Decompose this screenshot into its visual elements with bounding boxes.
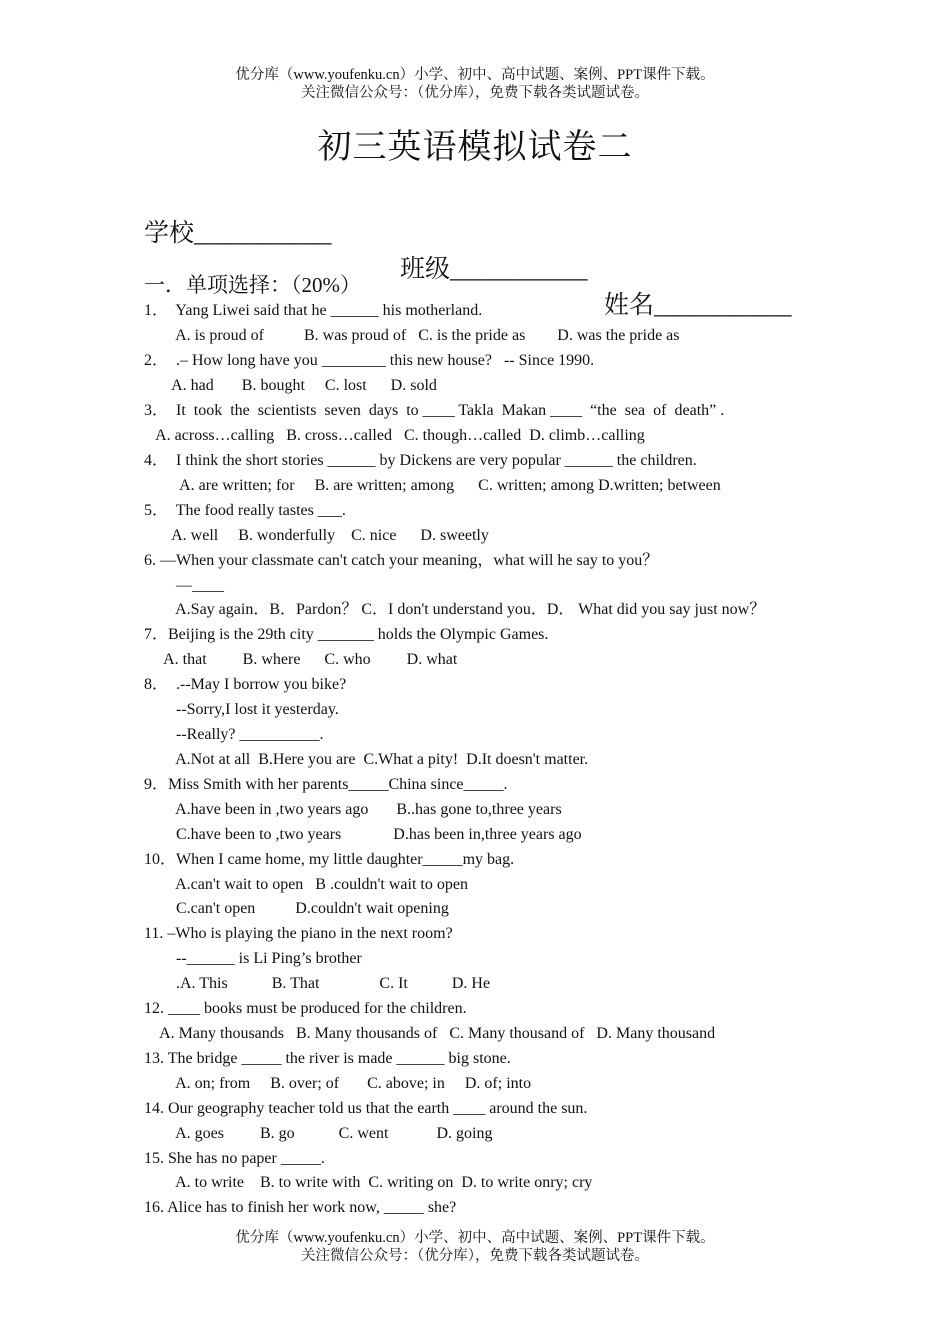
question-line: 8． .--May I borrow you bike? xyxy=(144,676,347,693)
header-line-2: 关注微信公众号：（优分库），免费下载各类试题试卷。 xyxy=(301,85,649,101)
question-line: —____ xyxy=(144,577,224,594)
question-line: 16. Alice has to finish her work now, _____ she? xyxy=(144,1199,457,1216)
question-line: --______ is Li Ping’s brother xyxy=(144,950,362,967)
question-line: A. Many thousands B. Many thousands of C. Many thousand of D. Many thousand xyxy=(144,1025,716,1042)
question-line: 7．Beijing is the 29th city _______ holds the Olympic Games. xyxy=(144,626,549,643)
question-line: 2． .– How long have you ________ this new house? -- Since 1990. xyxy=(144,352,595,369)
question-line: A. are written; for B. are written; among C. written; among D.written; between xyxy=(144,477,721,494)
question-line: A. across…calling B. cross…called C. though…called D. climb…calling xyxy=(144,427,645,444)
question-line: .A. This B. That C. It D. He xyxy=(144,975,491,992)
question-line: 11. –Who is playing the piano in the next room? xyxy=(144,925,453,942)
question-line: A. to write B. to write with C. writing on D. to write onry; cry xyxy=(144,1174,593,1191)
question-line: A. is proud of B. was proud of C. is the pride as D. was the pride as xyxy=(144,327,680,344)
name-field: 姓名___________ xyxy=(604,292,792,319)
school-field: 学校___________ xyxy=(144,220,332,247)
question-line: A. that B. where C. who D. what xyxy=(144,651,458,668)
question-line: 5． The food really tastes ___. xyxy=(144,502,346,519)
section-heading: 一．单项选择：（20%） xyxy=(144,273,361,297)
footer-line-2: 关注微信公众号：（优分库），免费下载各类试题试卷。 xyxy=(301,1248,649,1264)
question-line: A. well B. wonderfully C. nice D. sweetly xyxy=(144,527,489,544)
page-footer xyxy=(0,1229,950,1265)
question-line: A.Say again．B．Pardon？ C．I don't understand you．D． What did you say just now？ xyxy=(144,601,766,618)
question-line: 14. Our geography teacher told us that the earth ____ around the sun. xyxy=(144,1100,588,1117)
header-line-1: 优分库（www.youfenku.cn）小学、初中、高中试题、案例、PPT课件下载。 xyxy=(235,67,715,83)
question-line: C.can't open D.couldn't wait opening xyxy=(144,900,449,917)
question-line: 10．When I came home, my little daughter_____my bag. xyxy=(144,851,515,868)
question-line: A.have been in ,two years ago B..has gone to,three years xyxy=(144,801,562,818)
question-line: 4． I think the short stories ______ by Dickens are very popular ______ the children. xyxy=(144,452,697,469)
class-field: 班级___________ xyxy=(400,256,588,283)
question-line: A.Not at all B.Here you are C.What a pity! D.It doesn't matter. xyxy=(144,751,589,768)
question-line: 9．Miss Smith with her parents_____China since_____. xyxy=(144,776,508,793)
question-line: 1． Yang Liwei said that he ______ his motherland. xyxy=(144,302,483,319)
question-line: A. had B. bought C. lost D. sold xyxy=(144,377,437,394)
question-line: --Sorry,I lost it yesterday. xyxy=(144,701,339,718)
question-line: 15. She has no paper _____. xyxy=(144,1150,325,1167)
question-line: A.can't wait to open B .couldn't wait to open xyxy=(144,876,468,893)
question-line: 12. ____ books must be produced for the children. xyxy=(144,1000,467,1017)
page-header xyxy=(0,66,950,102)
question-line: A. on; from B. over; of C. above; in D. of; into xyxy=(144,1075,532,1092)
question-line: 13. The bridge _____ the river is made ______ big stone. xyxy=(144,1050,511,1067)
question-line: C.have been to ,two years D.has been in,three years ago xyxy=(144,826,582,843)
question-line: 3． It took the scientists seven days to ____ Takla Makan ____ “the sea of death” . xyxy=(144,402,725,419)
page-title: 初三英语模拟试卷二 xyxy=(317,129,633,166)
footer-line-1: 优分库（www.youfenku.cn）小学、初中、高中试题、案例、PPT课件下载。 xyxy=(235,1230,715,1246)
question-line: A. goes B. go C. went D. going xyxy=(144,1125,493,1142)
question-line: 6. —When your classmate can't catch your meaning，what will he say to you？ xyxy=(144,552,659,569)
question-line: --Really? __________. xyxy=(144,726,324,743)
